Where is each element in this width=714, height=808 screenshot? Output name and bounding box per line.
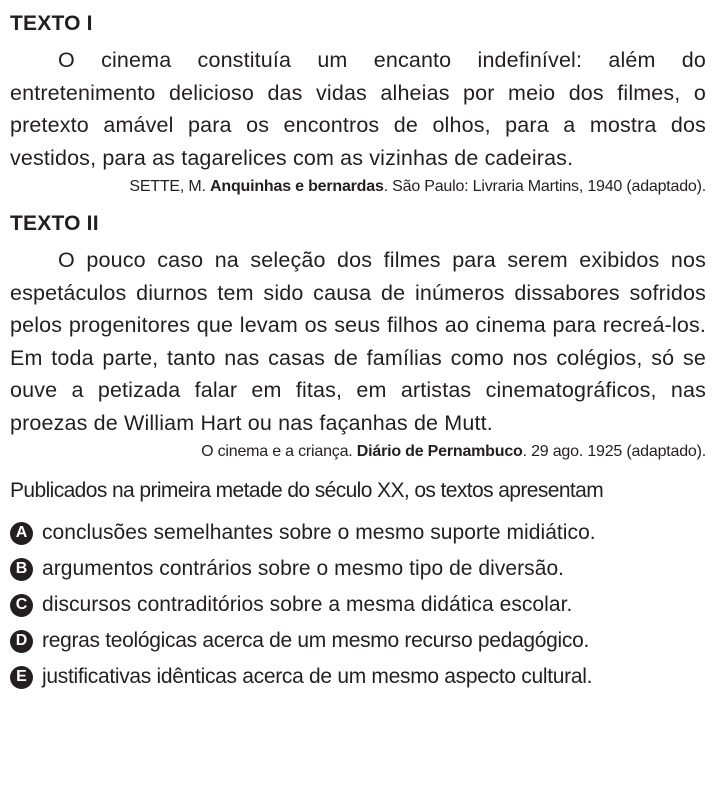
option-c-text: discursos contraditórios sobre a mesma didática escolar.	[42, 593, 573, 616]
option-e-text: justificativas idênticas acerca de um mesmo aspecto cultural.	[42, 665, 593, 688]
texto-2-source-article: O cinema e a criança.	[201, 443, 357, 460]
texto-1-source-title: Anquinhas e bernardas	[210, 178, 384, 195]
exam-question	[10, 10, 706, 695]
texto-1-source	[10, 176, 706, 198]
option-e-letter-icon: E	[10, 666, 33, 689]
texto-2-source-details: . 29 ago. 1925 (adaptado).	[522, 443, 706, 460]
option-a-text: conclusões semelhantes sobre o mesmo suporte midiático.	[42, 521, 596, 544]
option-d-text: regras teológicas acerca de um mesmo recurso pedagógico.	[42, 629, 589, 652]
texto-1-source-author: SETTE, M.	[129, 178, 211, 195]
option-b[interactable]	[10, 551, 706, 587]
option-d[interactable]	[10, 623, 706, 659]
texto-2-source	[10, 441, 706, 463]
texto-2-heading: TEXTO II	[10, 212, 99, 235]
option-a-letter-icon: A	[10, 522, 33, 545]
texto-1-heading: TEXTO I	[10, 12, 93, 35]
question-stem: Publicados na primeira metade do século XX, os textos apresentam	[10, 479, 604, 502]
option-b-letter-icon: B	[10, 558, 33, 581]
answer-options	[10, 515, 706, 695]
option-d-letter-icon: D	[10, 630, 33, 653]
texto-2-body: O pouco caso na seleção dos filmes para serem exibidos nos espetáculos diurnos tem sido causa de inúmeros dissabores sofridos pelos progenitores que levam os seus filhos ao cinema para recreá-los. Em toda parte, tanto nas casas de famílias como nos colégios, só se ouve a petizada falar em fitas, em artistas cinematográficos, nas proezas de William Hart ou nas façanhas de Mutt.	[10, 248, 706, 435]
option-b-text: argumentos contrários sobre o mesmo tipo de diversão.	[42, 557, 565, 580]
option-a[interactable]	[10, 515, 706, 551]
texto-1-body: O cinema constituía um encanto indefinível: além do entretenimento delicioso das vidas alheias por meio dos filmes, o pretexto amável para os encontros de olhos, para a mostra dos vestidos, para as tagarelices com as vizinhas de cadeiras.	[10, 48, 706, 170]
option-c-letter-icon: C	[10, 594, 33, 617]
option-e[interactable]	[10, 659, 706, 695]
texto-1-source-details: . São Paulo: Livraria Martins, 1940 (adaptado).	[383, 178, 706, 195]
option-c[interactable]	[10, 587, 706, 623]
texto-2-source-title: Diário de Pernambuco	[356, 443, 523, 460]
